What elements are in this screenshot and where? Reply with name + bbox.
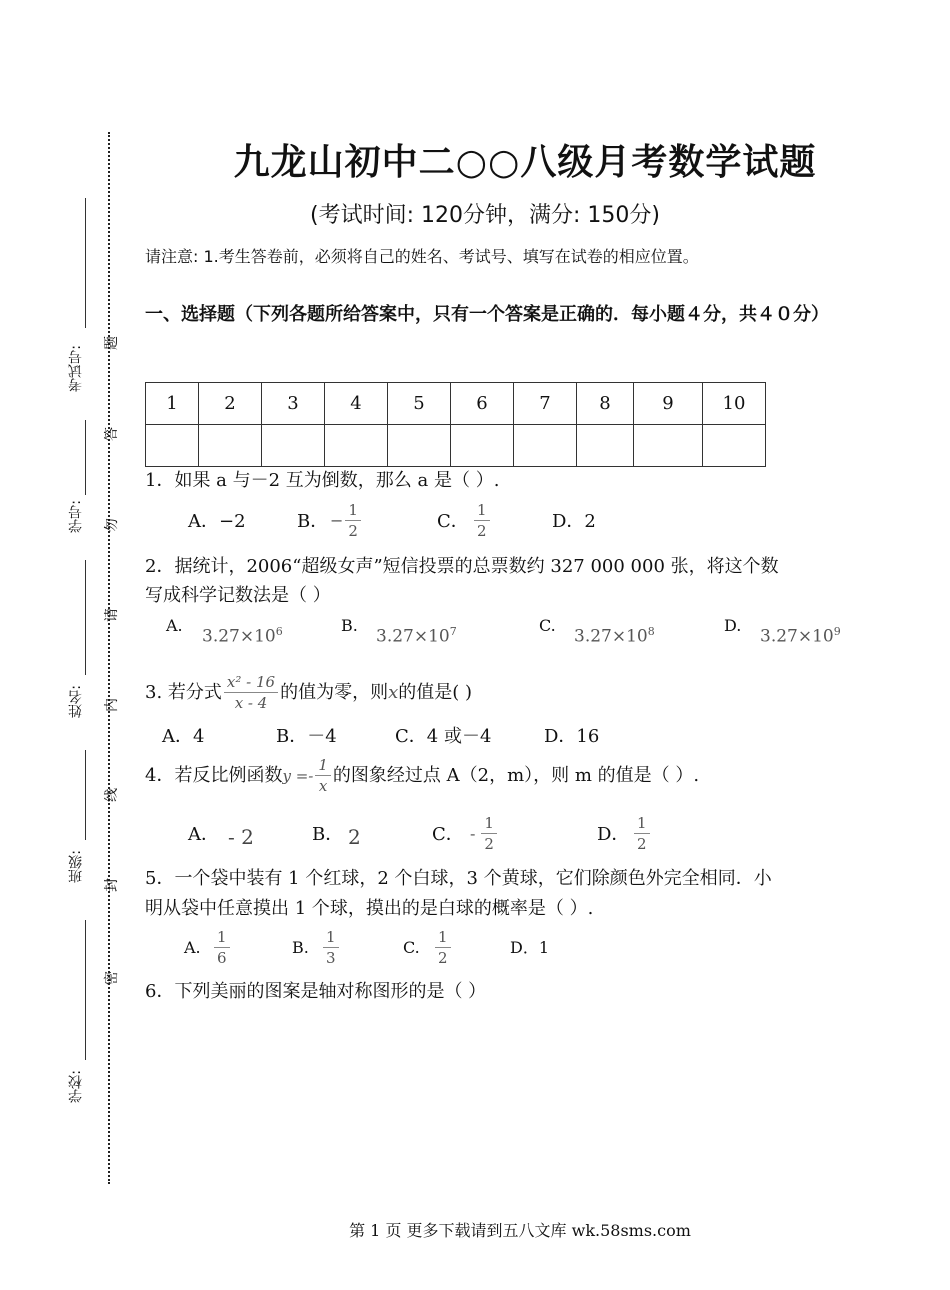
question-2-stem-line2: 写成科学记数法是（ ） (145, 585, 331, 606)
q4-text-pre: 4．若反比例函数 (145, 764, 283, 786)
question-1-stem: 1．如果 a 与－2 互为倒数，那么 a 是（ ）. (145, 470, 500, 491)
numerator: 1 (345, 500, 361, 521)
sci-exponent: 6 (275, 625, 283, 638)
answer-cell[interactable] (451, 425, 514, 467)
sci-base: 3.27×10 (376, 626, 450, 647)
blank-line (85, 750, 86, 840)
answer-header-cell: 4 (325, 383, 388, 425)
q5-option-b-value (321, 927, 341, 968)
q1-option-a: A．−2 (188, 511, 246, 532)
answer-cell[interactable] (703, 425, 766, 467)
sci-exponent: 8 (647, 625, 655, 638)
denominator: 3 (326, 949, 336, 967)
side-char: 题 (104, 336, 120, 350)
minus-sign: − (330, 511, 344, 530)
answer-grid (145, 382, 766, 467)
q1-option-d: D．2 (552, 511, 596, 532)
page-footer: 第 1 页 更多下载请到五八文库 wk.58sms.com (349, 1221, 691, 1240)
page-title: 九龙山初中二○○八级月考数学试题 (233, 142, 817, 183)
fraction (474, 500, 490, 541)
side-char: 勿 (104, 518, 120, 532)
q1-option-b-value (330, 500, 363, 541)
label-school: 学校: (68, 1070, 84, 1103)
answer-cell[interactable] (634, 425, 703, 467)
q3-option-d: D．16 (544, 726, 600, 747)
q4-option-c-value (470, 813, 499, 854)
q2-option-c-value (574, 625, 655, 647)
answer-grid-header-row (146, 383, 766, 425)
answer-header-cell: 5 (388, 383, 451, 425)
q1-option-c: C． (437, 511, 469, 532)
question-5-stem-line2: 明从袋中任意摸出 1 个球，摸出的是白球的概率是（ ）. (145, 898, 594, 919)
numerator: x² - 16 (224, 672, 278, 693)
sci-base: 3.27×10 (574, 626, 648, 647)
q4-option-b-value: 2 (348, 825, 361, 849)
denominator: 2 (348, 522, 358, 540)
fraction (481, 813, 497, 854)
answer-cell[interactable] (146, 425, 199, 467)
q3-option-b: B．－4 (276, 726, 337, 747)
denominator: 2 (484, 835, 494, 853)
numerator: 1 (634, 813, 650, 834)
blank-line (85, 560, 86, 675)
answer-header-cell: 10 (703, 383, 766, 425)
answer-header-cell: 6 (451, 383, 514, 425)
fraction (214, 927, 230, 968)
side-char: 密 (104, 971, 120, 985)
fraction (345, 500, 361, 541)
q5-option-d: D．1 (510, 938, 550, 957)
q4-option-a: A． (188, 824, 219, 845)
fraction (435, 927, 451, 968)
label-class: 班级: (68, 850, 84, 883)
answer-header-cell: 3 (262, 383, 325, 425)
label-name: 姓名: (68, 685, 84, 718)
denominator: x (318, 777, 328, 795)
denominator: 2 (438, 949, 448, 967)
q3-text-mid: 的值为零，则 (280, 681, 389, 703)
section-heading: 一、选择题（下列各题所给答案中，只有一个答案是正确的．每小题４分，共４０分） (145, 304, 829, 325)
q5-option-b: B. (292, 938, 309, 957)
question-4-stem (145, 755, 699, 796)
side-char: 答 (104, 427, 120, 441)
blank-line (85, 420, 86, 495)
sci-exponent: 9 (833, 625, 841, 638)
q4-option-d: D． (597, 824, 630, 845)
answer-header-cell: 7 (514, 383, 577, 425)
numerator: 1 (214, 927, 230, 948)
answer-cell[interactable] (199, 425, 262, 467)
blank-line (85, 198, 86, 328)
sci-base: 3.27×10 (202, 626, 276, 647)
numerator: 1 (435, 927, 451, 948)
q2-option-d: D. (724, 616, 742, 635)
denominator: x - 4 (234, 694, 268, 712)
answer-header-cell: 1 (146, 383, 199, 425)
answer-header-cell: 9 (634, 383, 703, 425)
label-student-id: 学号: (68, 500, 84, 533)
q4-option-d-value (632, 813, 652, 854)
side-char: 封 (104, 878, 120, 892)
denominator: 6 (217, 949, 227, 967)
question-5-stem-line1: 5．一个袋中装有 1 个红球，2 个白球，3 个黄球，它们除颜色外完全相同．小 (145, 868, 772, 889)
notice-text: 请注意: 1.考生答卷前，必须将自己的姓名、考试号、填写在试卷的相应位置。 (145, 247, 699, 266)
question-6-stem: 6．下列美丽的图案是轴对称图形的是（ ） (145, 981, 487, 1002)
q2-option-a-value (202, 625, 283, 647)
answer-cell[interactable] (514, 425, 577, 467)
q4-function: y =- (282, 766, 314, 785)
q2-option-c: C. (539, 616, 556, 635)
answer-cell[interactable] (262, 425, 325, 467)
side-char: 内 (104, 698, 120, 712)
q4-option-a-value: - 2 (228, 825, 254, 849)
q4-option-b: B． (312, 824, 344, 845)
answer-cell[interactable] (325, 425, 388, 467)
side-char: 请 (104, 608, 120, 622)
answer-header-cell: 2 (199, 383, 262, 425)
sci-exponent: 7 (449, 625, 457, 638)
numerator: 1 (474, 500, 490, 521)
denominator: 2 (477, 522, 487, 540)
answer-cell[interactable] (388, 425, 451, 467)
q3-variable: x (388, 681, 399, 703)
side-char: 线 (104, 788, 120, 802)
blank-line (85, 920, 86, 1060)
fraction (634, 813, 650, 854)
answer-header-cell: 8 (577, 383, 634, 425)
q5-option-c-value (433, 927, 453, 968)
denominator: 2 (637, 835, 647, 853)
q2-option-b-value (376, 625, 457, 647)
q5-option-a-value (212, 927, 232, 968)
q3-text-pre: 3. 若分式 (145, 681, 222, 703)
q4-text-post: 的图象经过点 A（2，m），则 m 的值是（ ）. (332, 764, 700, 786)
minus-sign: - (470, 824, 476, 843)
binding-dotted-line (108, 132, 110, 1184)
fraction (224, 672, 278, 713)
numerator: 1 (315, 755, 331, 776)
q3-option-a: A．4 (162, 726, 205, 747)
q5-option-a: A. (184, 938, 201, 957)
q2-option-b: B. (341, 616, 358, 635)
sci-base: 3.27×10 (760, 626, 834, 647)
q3-text-post: 的值是( ) (398, 681, 473, 703)
q4-option-c: C． (432, 824, 464, 845)
question-3-stem (145, 672, 472, 713)
answer-cell[interactable] (577, 425, 634, 467)
question-2-stem-line1: 2．据统计，2006“超级女声”短信投票的总票数约 327 000 000 张，将这个数 (145, 556, 779, 577)
q3-option-c: C．4 或－4 (395, 726, 492, 747)
numerator: 1 (481, 813, 497, 834)
fraction (323, 927, 339, 968)
q1-option-b: B． (297, 511, 329, 532)
answer-grid-input-row (146, 425, 766, 467)
exam-info: (考试时间: 120分钟，满分: 150分) (310, 203, 660, 228)
q2-option-d-value (760, 625, 841, 647)
label-exam-number: 考试号: (68, 345, 84, 392)
q5-option-c: C. (403, 938, 420, 957)
q1-option-c-value (472, 500, 492, 541)
q2-option-a: A. (166, 616, 183, 635)
fraction (315, 755, 331, 796)
numerator: 1 (323, 927, 339, 948)
